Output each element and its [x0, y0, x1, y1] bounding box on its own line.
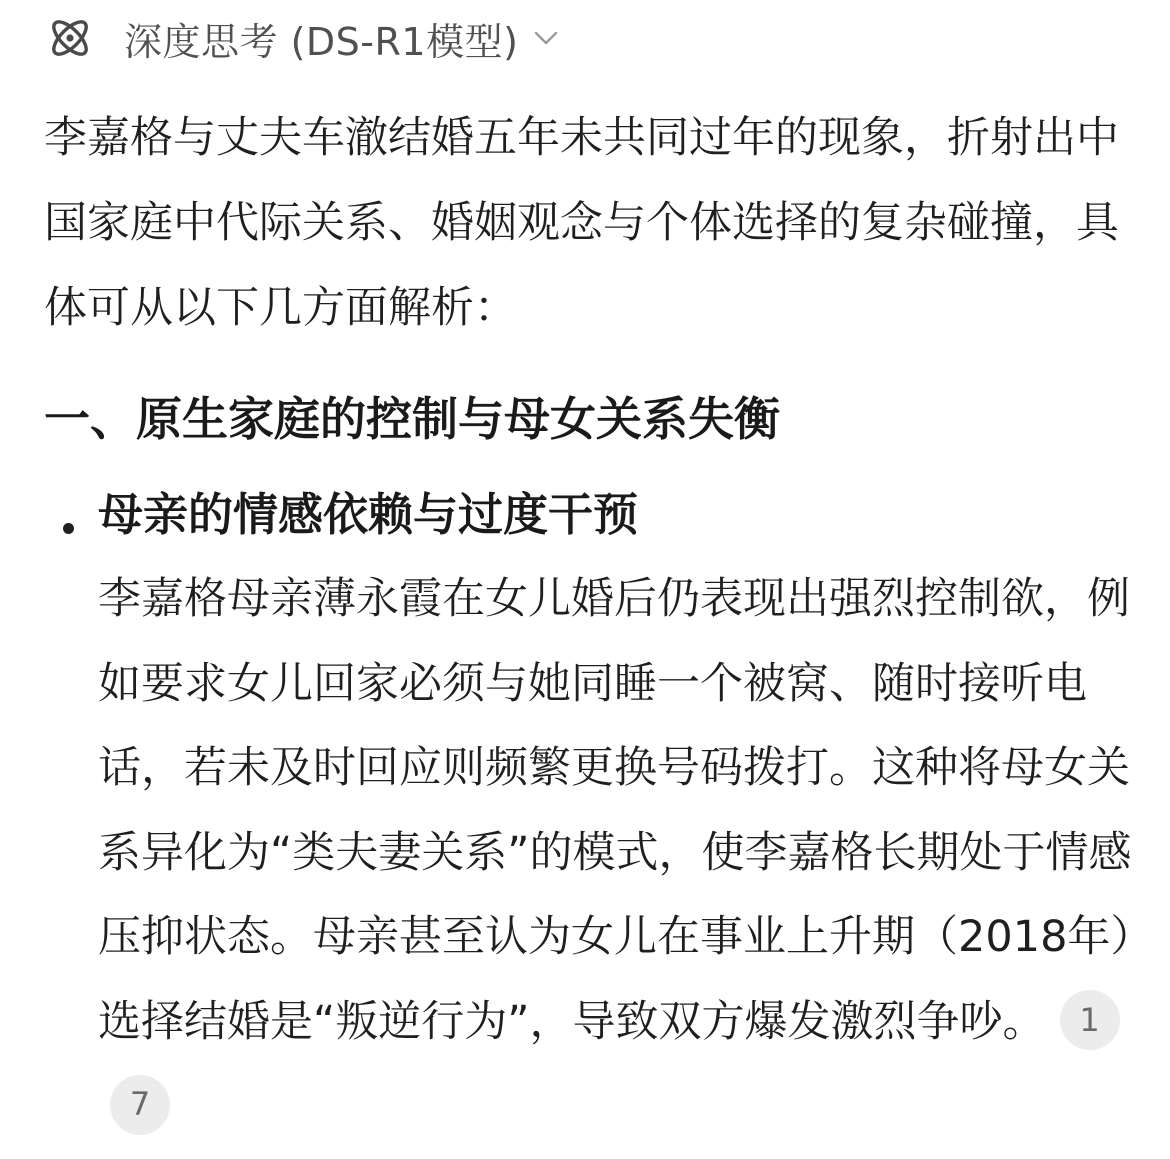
deep-think-label: 深度思考 (DS-R1模型) [124, 19, 519, 64]
section-heading: 一、原生家庭的控制与母女关系失衡 [44, 392, 780, 446]
list-item [44, 473, 1134, 1149]
chevron-down-icon[interactable] [530, 22, 562, 54]
citation-badge[interactable]: 1 [1060, 990, 1120, 1050]
atom-icon [44, 12, 96, 64]
bullet-body [98, 557, 1134, 1149]
bullet-title: 母亲的情感依赖与过度干预 [98, 488, 639, 541]
answer-content [44, 96, 1134, 1149]
deep-think-toggle[interactable] [44, 10, 562, 66]
bullet-body-text: 李嘉格母亲薄永霞在女儿婚后仍表现出强烈控制欲，例如要求女儿回家必须与她同睡一个被窝、随时接听电话，若未及时回应则频繁更换号码拨打。这种将母女关系异化为“类夫妻关系”的模式，使李嘉格长期处于情感压抑状态。母亲甚至认为女儿在事业上升期（2018年）选择结婚是“叛逆行为”，导致双方爆发激烈争吵。 [98, 574, 1132, 1047]
citation-badge[interactable]: 7 [110, 1075, 170, 1135]
bullet-dot [63, 523, 74, 534]
intro-paragraph: 李嘉格与丈夫车澈结婚五年未共同过年的现象，折射出中国家庭中代际关系、婚姻观念与个体选择的复杂碰撞，具体可从以下几方面解析： [44, 113, 1119, 333]
